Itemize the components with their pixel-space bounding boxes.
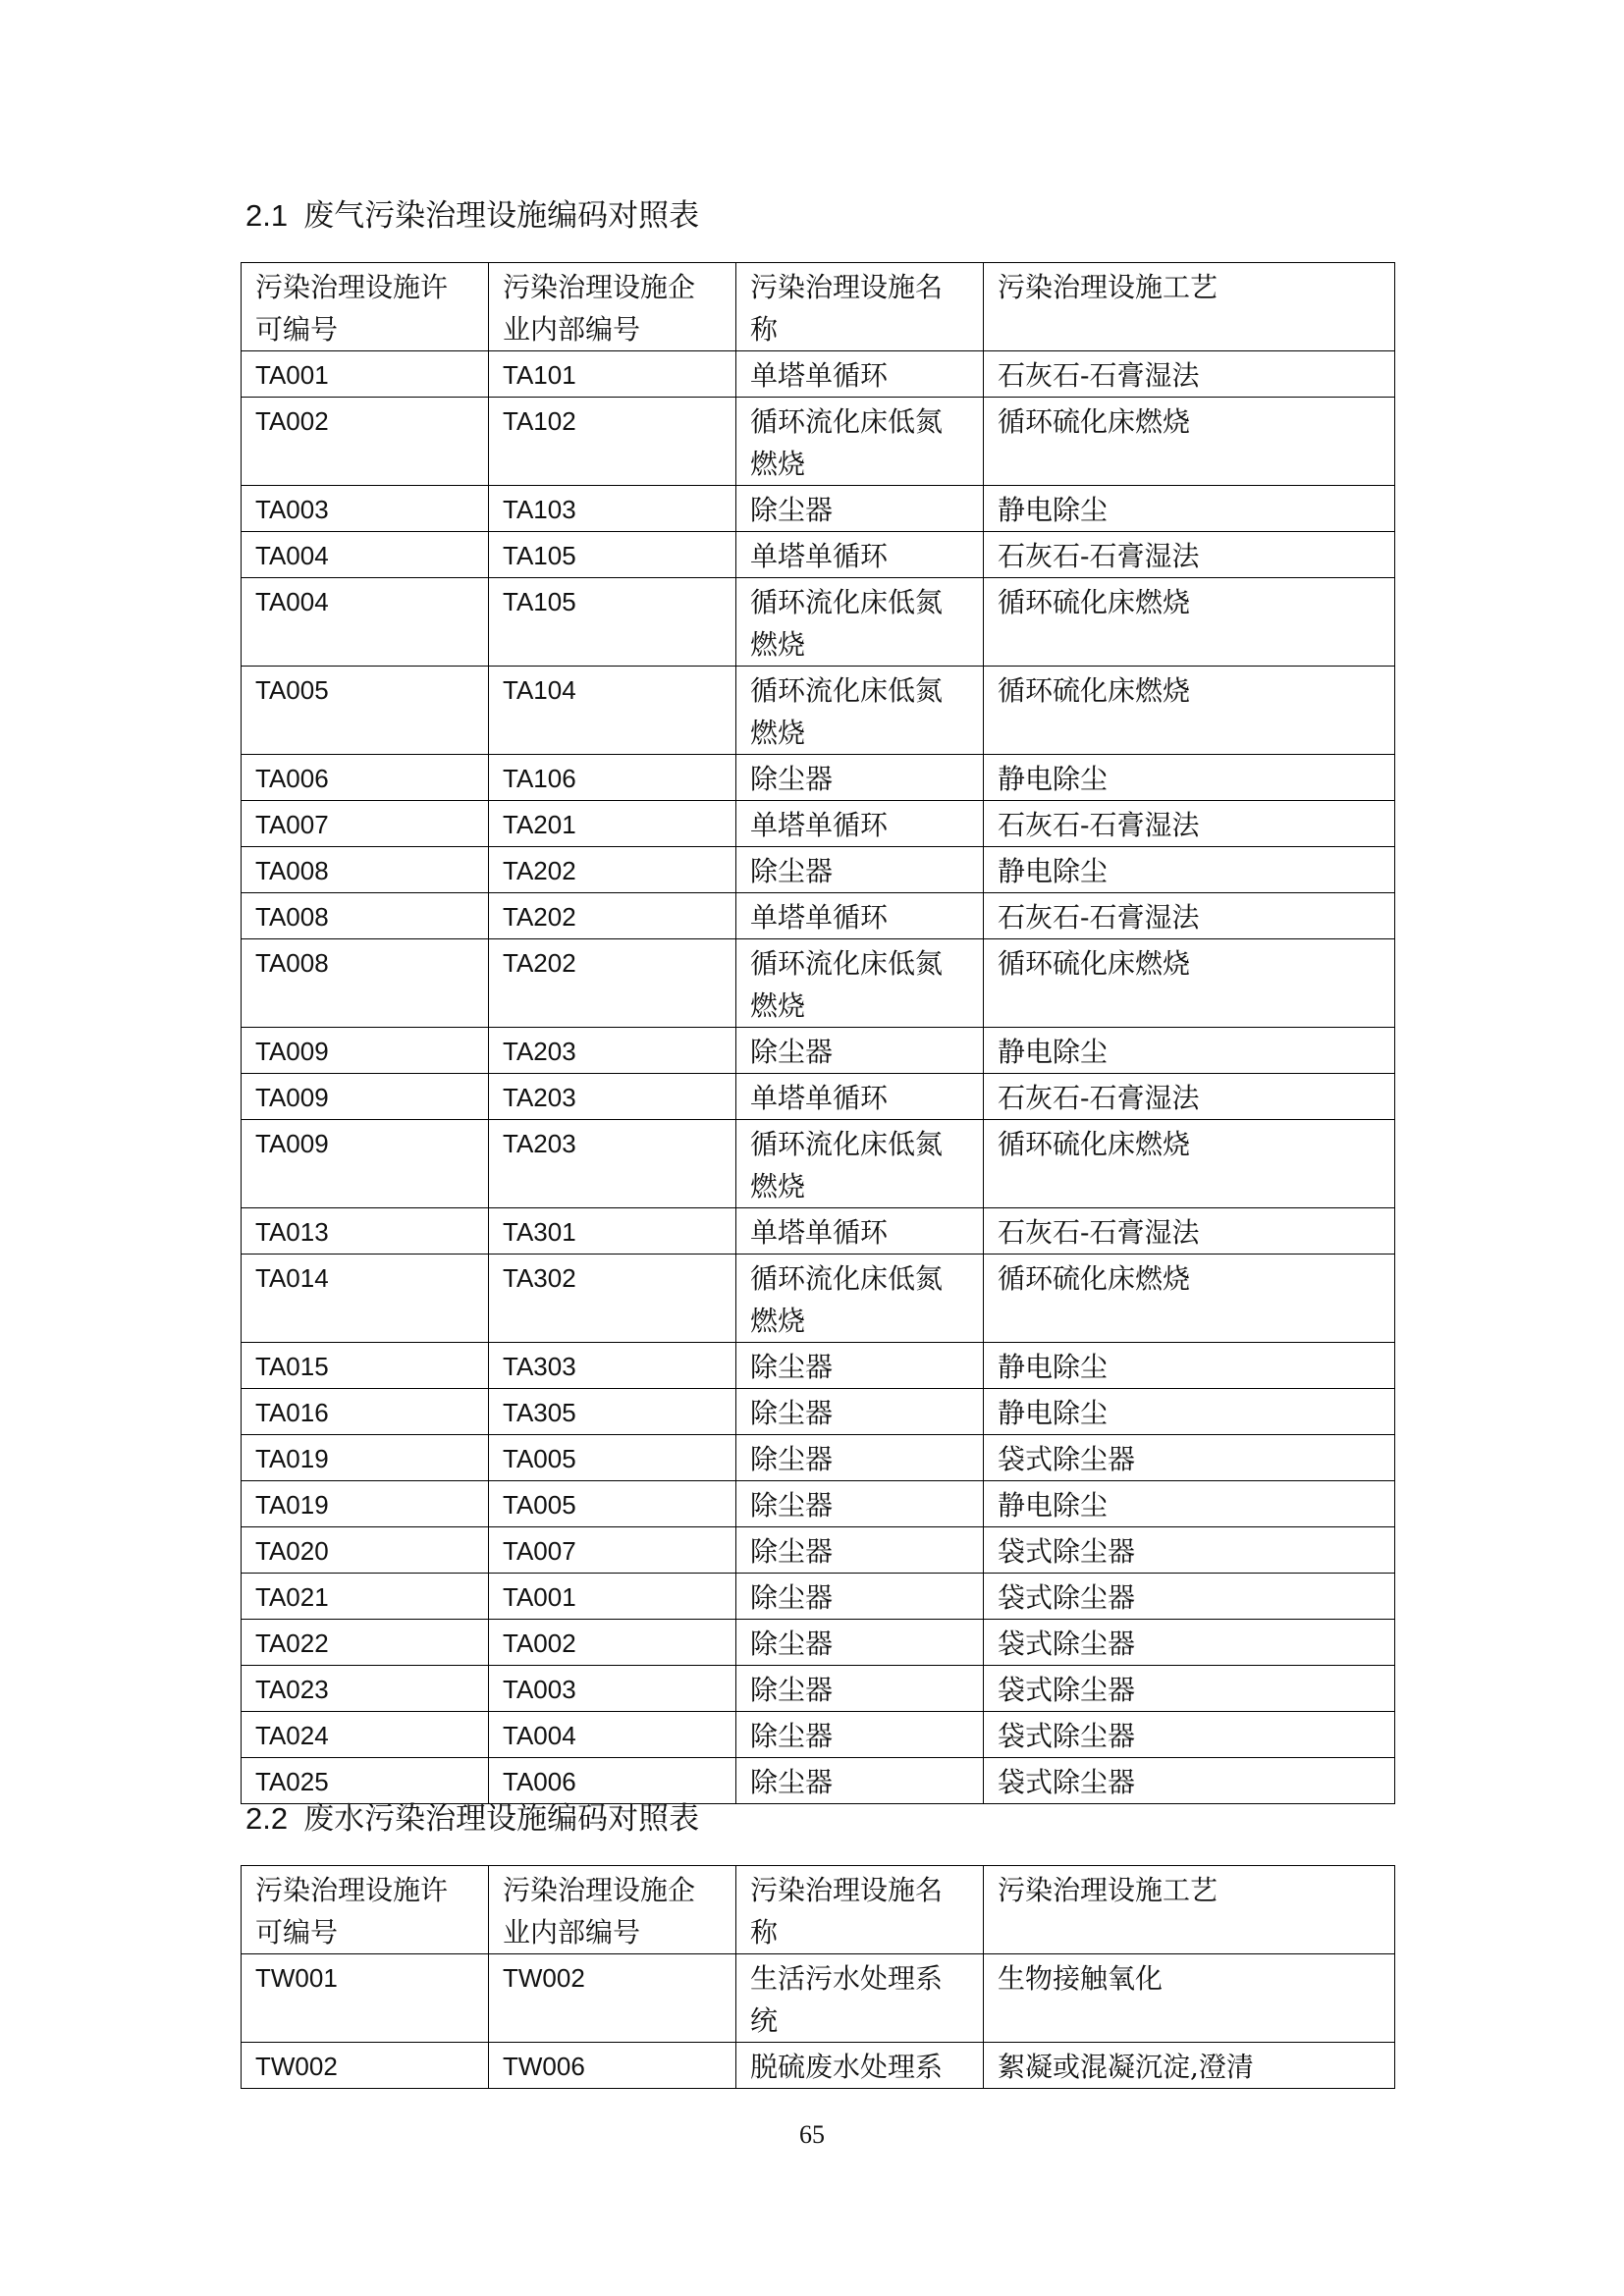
table-cell: TA102	[489, 398, 736, 486]
table-cell: TA019	[242, 1435, 489, 1481]
table-row	[242, 1666, 1395, 1712]
table-row	[242, 1074, 1395, 1120]
table-cell: 循环流化床低氮燃烧	[736, 667, 984, 755]
table-cell: TA301	[489, 1208, 736, 1255]
table-cell: TA002	[489, 1620, 736, 1666]
table-cell: TA105	[489, 532, 736, 578]
column-header: 污染治理设施名称	[736, 1866, 984, 1954]
table-cell: TA006	[489, 1758, 736, 1804]
table-cell: 单塔单循环	[736, 1074, 984, 1120]
table-row	[242, 1954, 1395, 2043]
table-cell: TA008	[242, 847, 489, 893]
table-cell: TA001	[489, 1574, 736, 1620]
section-heading-exhaust-gas	[245, 196, 699, 236]
table-cell: 单塔单循环	[736, 1208, 984, 1255]
table-cell: 循环流化床低氮燃烧	[736, 1120, 984, 1208]
table-header-row	[242, 1866, 1395, 1954]
table-cell: TA015	[242, 1343, 489, 1389]
table-row	[242, 351, 1395, 398]
table-cell: 袋式除尘器	[984, 1712, 1395, 1758]
table-cell: 循环流化床低氮燃烧	[736, 398, 984, 486]
table-cell: TA001	[242, 351, 489, 398]
table-cell: TA013	[242, 1208, 489, 1255]
table-cell: 石灰石-石膏湿法	[984, 893, 1395, 939]
table-row	[242, 2043, 1395, 2089]
table-row	[242, 1208, 1395, 1255]
table-cell: 除尘器	[736, 1758, 984, 1804]
section-title-text: 废水污染治理设施编码对照表	[303, 1801, 700, 1837]
table-cell: TA004	[242, 532, 489, 578]
table-cell: 石灰石-石膏湿法	[984, 351, 1395, 398]
table-cell: TA003	[242, 486, 489, 532]
section-heading-wastewater	[245, 1799, 699, 1839]
table-cell: TA004	[242, 578, 489, 667]
table-cell: TA203	[489, 1120, 736, 1208]
column-header: 污染治理设施工艺	[984, 263, 1395, 351]
column-header: 污染治理设施许可编号	[242, 1866, 489, 1954]
table-row	[242, 801, 1395, 847]
page-number: 65	[799, 2120, 825, 2149]
table-cell: 除尘器	[736, 1343, 984, 1389]
table-cell: TW002	[489, 1954, 736, 2043]
table-cell: TA008	[242, 939, 489, 1028]
table-cell: 循环硫化床燃烧	[984, 1120, 1395, 1208]
table-cell: TA103	[489, 486, 736, 532]
table-cell: 静电除尘	[984, 1481, 1395, 1527]
table-cell: TA302	[489, 1255, 736, 1343]
table-cell: 袋式除尘器	[984, 1527, 1395, 1574]
table-cell: TA202	[489, 893, 736, 939]
table-row	[242, 486, 1395, 532]
table-cell: 袋式除尘器	[984, 1758, 1395, 1804]
table-cell: 生物接触氧化	[984, 1954, 1395, 2043]
table-cell: 生活污水处理系统	[736, 1954, 984, 2043]
table-row	[242, 1527, 1395, 1574]
table-cell: TA016	[242, 1389, 489, 1435]
table-cell: TA006	[242, 755, 489, 801]
table-cell: TA202	[489, 847, 736, 893]
table-cell: 循环流化床低氮燃烧	[736, 578, 984, 667]
table-cell: 石灰石-石膏湿法	[984, 532, 1395, 578]
table-cell: TA203	[489, 1074, 736, 1120]
table-cell: 脱硫废水处理系	[736, 2043, 984, 2089]
table-cell: 除尘器	[736, 847, 984, 893]
table-cell: TW002	[242, 2043, 489, 2089]
section-title-text: 废气污染治理设施编码对照表	[303, 198, 700, 234]
table-cell: 袋式除尘器	[984, 1620, 1395, 1666]
table-cell: 石灰石-石膏湿法	[984, 801, 1395, 847]
table-row	[242, 939, 1395, 1028]
table-cell: TA104	[489, 667, 736, 755]
table-cell: TA019	[242, 1481, 489, 1527]
table-cell: TA203	[489, 1028, 736, 1074]
table-cell: 静电除尘	[984, 1028, 1395, 1074]
table-cell: TA202	[489, 939, 736, 1028]
table-row	[242, 1389, 1395, 1435]
table-cell: TA008	[242, 893, 489, 939]
table-row	[242, 893, 1395, 939]
exhaust-gas-facility-table	[241, 262, 1395, 1804]
table-cell: TA009	[242, 1120, 489, 1208]
table-cell: 袋式除尘器	[984, 1435, 1395, 1481]
table-cell: 循环硫化床燃烧	[984, 578, 1395, 667]
table-cell: 除尘器	[736, 755, 984, 801]
table-cell: 循环流化床低氮燃烧	[736, 1255, 984, 1343]
table-row	[242, 1028, 1395, 1074]
table-cell: TA009	[242, 1074, 489, 1120]
table-cell: TA020	[242, 1527, 489, 1574]
table-cell: TA022	[242, 1620, 489, 1666]
table-cell: 除尘器	[736, 1389, 984, 1435]
table-header-row	[242, 263, 1395, 351]
table-cell: 除尘器	[736, 1481, 984, 1527]
table-cell: 循环硫化床燃烧	[984, 398, 1395, 486]
table-cell: TA303	[489, 1343, 736, 1389]
table-cell: TA007	[242, 801, 489, 847]
table-row	[242, 1712, 1395, 1758]
table-cell: TA007	[489, 1527, 736, 1574]
table-cell: 循环硫化床燃烧	[984, 1255, 1395, 1343]
table-cell: TA021	[242, 1574, 489, 1620]
table-cell: TA025	[242, 1758, 489, 1804]
table-cell: TA106	[489, 755, 736, 801]
wastewater-facility-table	[241, 1865, 1395, 2089]
table-cell: 循环硫化床燃烧	[984, 667, 1395, 755]
table-cell: 静电除尘	[984, 1343, 1395, 1389]
table-cell: 单塔单循环	[736, 801, 984, 847]
table-cell: TA005	[242, 667, 489, 755]
table-cell: 絮凝或混凝沉淀,澄清	[984, 2043, 1395, 2089]
table-cell: TA004	[489, 1712, 736, 1758]
table-row	[242, 1481, 1395, 1527]
table-cell: TA101	[489, 351, 736, 398]
table-row	[242, 1435, 1395, 1481]
table-cell: 除尘器	[736, 1527, 984, 1574]
table-cell: TW006	[489, 2043, 736, 2089]
table-cell: 单塔单循环	[736, 351, 984, 398]
table-cell: 袋式除尘器	[984, 1574, 1395, 1620]
table-cell: 静电除尘	[984, 486, 1395, 532]
table-cell: 除尘器	[736, 1666, 984, 1712]
column-header: 污染治理设施企业内部编号	[489, 1866, 736, 1954]
table-cell: 静电除尘	[984, 1389, 1395, 1435]
table-cell: TW001	[242, 1954, 489, 2043]
table-cell: 单塔单循环	[736, 532, 984, 578]
table-cell: TA003	[489, 1666, 736, 1712]
table-cell: 静电除尘	[984, 755, 1395, 801]
section-number: 2.1	[245, 198, 289, 233]
table-cell: TA023	[242, 1666, 489, 1712]
table-cell: 除尘器	[736, 1712, 984, 1758]
table-cell: 袋式除尘器	[984, 1666, 1395, 1712]
table-row	[242, 578, 1395, 667]
table-cell: 石灰石-石膏湿法	[984, 1074, 1395, 1120]
column-header: 污染治理设施企业内部编号	[489, 263, 736, 351]
table-cell: TA024	[242, 1712, 489, 1758]
table-row	[242, 1255, 1395, 1343]
table-cell: TA014	[242, 1255, 489, 1343]
table-cell: TA005	[489, 1435, 736, 1481]
section-number: 2.2	[245, 1801, 289, 1836]
table-cell: 循环硫化床燃烧	[984, 939, 1395, 1028]
table-cell: 除尘器	[736, 1435, 984, 1481]
table-row	[242, 1343, 1395, 1389]
column-header: 污染治理设施许可编号	[242, 263, 489, 351]
table-cell: 静电除尘	[984, 847, 1395, 893]
table-row	[242, 1120, 1395, 1208]
table-cell: TA009	[242, 1028, 489, 1074]
table-cell: 除尘器	[736, 1028, 984, 1074]
table-row	[242, 1620, 1395, 1666]
table-cell: TA002	[242, 398, 489, 486]
table-row	[242, 398, 1395, 486]
table-cell: TA305	[489, 1389, 736, 1435]
column-header: 污染治理设施工艺	[984, 1866, 1395, 1954]
table-row	[242, 1758, 1395, 1804]
table-cell: 循环流化床低氮燃烧	[736, 939, 984, 1028]
table-row	[242, 1574, 1395, 1620]
table-cell: 石灰石-石膏湿法	[984, 1208, 1395, 1255]
column-header: 污染治理设施名称	[736, 263, 984, 351]
table-row	[242, 532, 1395, 578]
table-cell: 除尘器	[736, 1620, 984, 1666]
table-row	[242, 847, 1395, 893]
table-cell: 除尘器	[736, 1574, 984, 1620]
table-cell: TA105	[489, 578, 736, 667]
table-cell: 单塔单循环	[736, 893, 984, 939]
table-row	[242, 755, 1395, 801]
table-row	[242, 667, 1395, 755]
table-cell: TA201	[489, 801, 736, 847]
table-cell: TA005	[489, 1481, 736, 1527]
table-cell: 除尘器	[736, 486, 984, 532]
